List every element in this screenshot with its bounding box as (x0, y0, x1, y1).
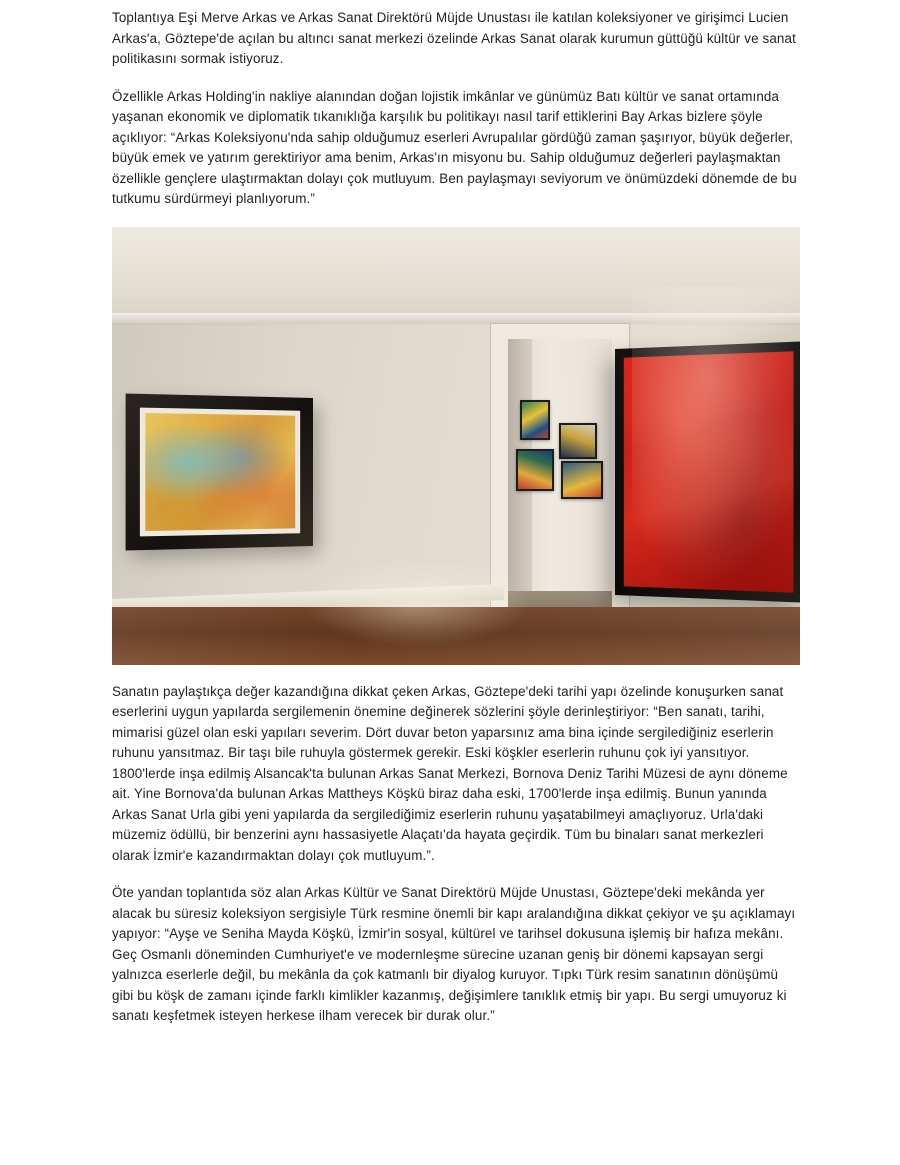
wooden-floor (112, 607, 800, 665)
ceiling-cornice (112, 313, 800, 325)
gallery-interior-photo (112, 227, 800, 665)
paragraph-2: Özellikle Arkas Holding'in nakliye alanından doğan lojistik imkânlar ve günümüz Batı kültür ve sanat ortamında yaşanan ekonomik ve diplomatik tıkanıklığa karşılık bu politikayı nasıl tarif ettiklerini Bay Arkas bizlere şöyle açıklıyor: “Arkas Koleksiyonu'nda sahip olduğumuz eserleri Avrupalılar gördüğü zaman şaşırıyor, büyük değerler, büyük emek ve yatırım gerektiriyor ama benim, Arkas'ın misyonu bu. Sahip olduğumuz değerleri paylaşmaktan özellikle gençlere ulaştırmaktan dolayı çok mutluyum. Ben paylaşmayı seviyorum ve önümüzdeki dönemde de bu tutkumu sürdürmeyi planlıyorum.” (112, 88, 797, 206)
left-painting-canvas (145, 412, 295, 530)
floor-reflection (112, 607, 800, 665)
left-painting-mat (140, 407, 300, 536)
small-painting-3 (559, 423, 597, 459)
left-painting-frame (126, 393, 313, 550)
small-painting-4 (561, 461, 603, 499)
small-painting-1 (520, 400, 550, 440)
paragraph-4: Öte yandan toplantıda söz alan Arkas Kültür ve Sanat Direktörü Müjde Unustası, Göztepe'deki mekânda yer alacak bu süresiz koleksiyon sergisiyle Türk resmine önemli bir kapı aralandığına dikkat çekiyor ve şu açıklamayı yapıyor: “Ayşe ve Seniha Mayda Köşkü, İzmir'in sosyal, kültürel ve tarihsel dokusuna işlemiş bir hafıza mekânı. Geç Osmanlı döneminden Cumhuriyet'e ve modernleşme sürecine uzanan geniş bir dönemi kapsayan sergi yalnızca eserlerle değil, bu mekânla da çok katmanlı bir diyalog kuruyor. Tıpkı Türk resim sanatının dönüşümü gibi bu köşk de zamanı içinde farklı kimlikler kazanmış, değişimlere tanıklık etmiş bir yapı. Bu sergi umuyoruz ki sanatı keşfetmek isteyen herkese ilham verecek bir durak olur.” (112, 885, 796, 1023)
small-painting-2 (516, 449, 554, 491)
ceiling (112, 227, 800, 323)
paragraph-3: Sanatın paylaştıkça değer kazandığına dikkat çeken Arkas, Göztepe'deki tarihi yapı özelinde konuşurken sanat eserlerini uygun yapılarda sergilemenin önemine değinerek sözlerini şöyle derinleştiriyor: “Ben sanatı, tarihi, mimarisi güzel olan eski yapıları severim. Dört duvar beton yaparsınız ama bina içinde sergilediğiniz eserlerin ruhunu yansıtmaz. Bir taşı bile ruhuyla göstermek gerekir. Eski köşkler eserlerin ruhunu çok iyi yansıtıyor. 1800'lerde inşa edilmiş Alsancak'ta bulunan Arkas Sanat Merkezi, Bornova Deniz Tarihi Müzesi de aynı döneme ait. Yine Bornova'da bulunan Arkas Mattheys Köşkü biraz daha eski, 1700'lerde inşa edilmiş. Bunun yanında Arkas Sanat Urla gibi yeni yapılarda da sergilediğimiz eserlerin ruhunu yaşatabilmeyi amaçlıyoruz. Urla'daki müzemiz ödüllü, bir benzerini aynı hassasiyetle Alaçatı'da hayata geçirdik. Tüm bu binaları sanat merkezleri olarak İzmir'e kazandırmaktan dolayı çok mutluyum.”. (112, 683, 788, 863)
right-red-painting (615, 341, 800, 602)
right-painting-canvas (624, 351, 794, 592)
left-abstract-painting (126, 393, 313, 550)
gallery-photo-figure (112, 227, 800, 665)
paragraph-1: Toplantıya Eşi Merve Arkas ve Arkas Sanat Direktörü Müjde Unustası ile katılan koleksiyoner ve girişimci Lucien Arkas'a, Göztepe'de açılan bu altıncı sanat merkezi özelinde Arkas Sanat olarak kurumun güttüğü kültür ve sanat politikasını sormak istiyoruz. (112, 10, 796, 66)
right-painting-frame (615, 341, 800, 602)
